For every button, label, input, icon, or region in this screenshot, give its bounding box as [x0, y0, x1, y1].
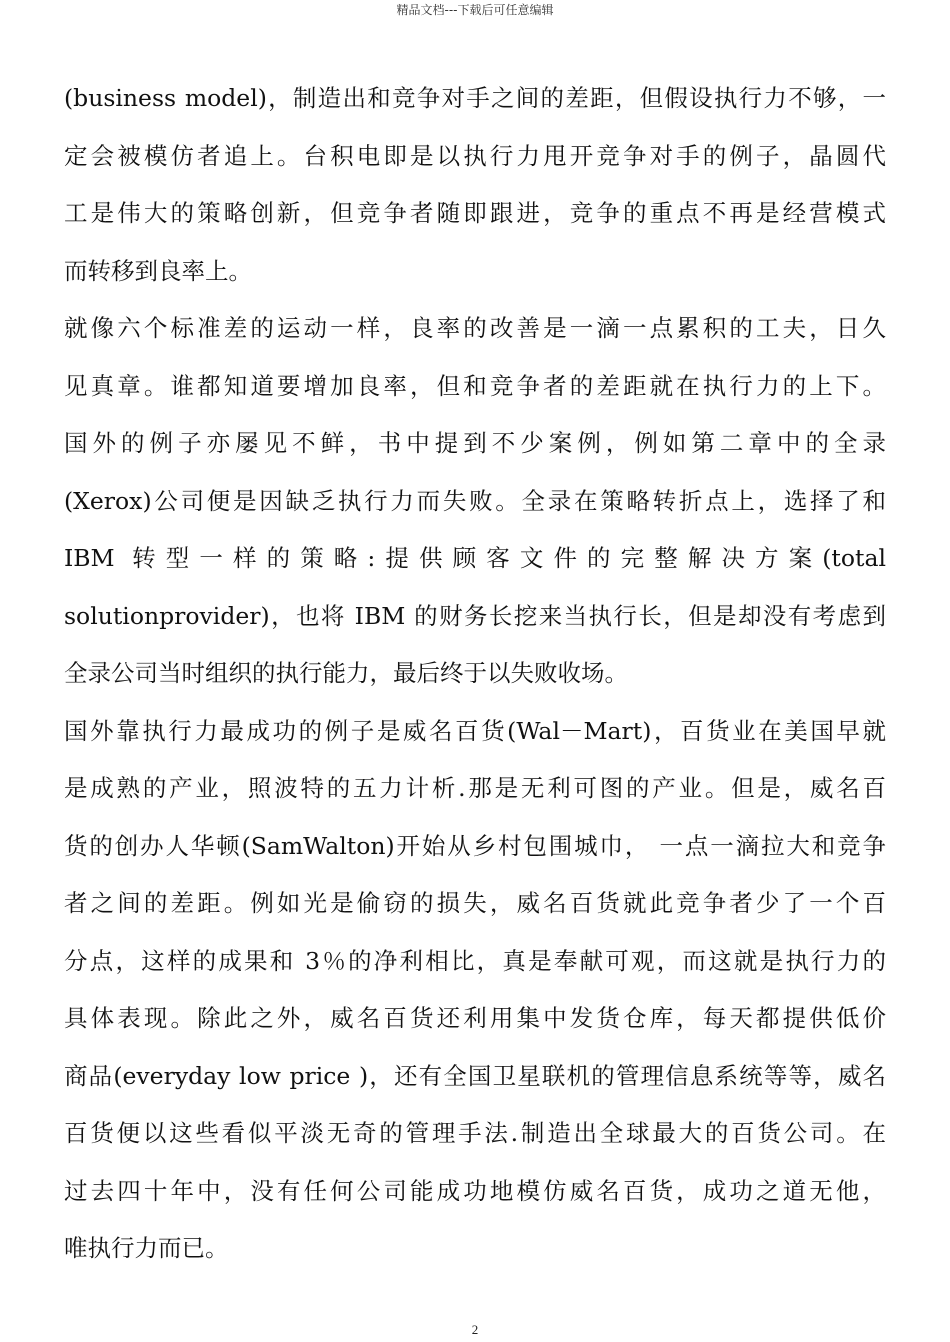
paragraph-3-line-4: 者之间的差距。例如光是偷窃的损失，威名百货就此竞争者少了一个百 [64, 889, 886, 917]
paragraph-3-line-8: 百货便以这些看似平淡无奇的管理手法.制造出全球最大的百货公司。在 [64, 1119, 886, 1147]
paragraph-3-line-7: 商品(everyday low price )，还有全国卫星联机的管理信息系统等等，威名 [64, 1061, 886, 1090]
paragraph-3-line-3: 货的创办人华顿(SamWalton)开始从乡村包围城巾， 一点一滴拉大和竞争 [64, 831, 886, 860]
page-number: 2 [471, 1322, 479, 1337]
page-header: 精品文档---下载后可任意编辑 [396, 3, 554, 17]
paragraph-3-line-10: 唯执行力而已。 [64, 1234, 229, 1262]
paragraph-3-line-9: 过去四十年中，没有任何公司能成功地模仿威名百货，成功之道无他， [64, 1176, 886, 1205]
paragraph-1-line-3: 工是伟大的策略创新，但竞争者随即跟进，竞争的重点不再是经营模式 [64, 199, 886, 227]
document-body [64, 70, 886, 1278]
paragraph-1-line-4: 而转移到良率上。 [64, 256, 252, 285]
paragraph-3-line-5: 分点，这样的成果和 3％的净利相比，真是奉献可观，而这就是执行力的 [64, 946, 886, 975]
paragraph-2-line-5: IBM 转型一样的策略:提供顾客文件的完整解决方案(total [64, 544, 886, 572]
paragraph-2-line-2: 见真章。谁都知道要增加良率，但和竞争者的差距就在执行力的上下。 [64, 371, 886, 400]
paragraph-1-line-1: (business model)，制造出和竞争对手之间的差距，但假设执行力不够，一 [64, 84, 886, 112]
paragraph-3-line-6: 具体表现。除此之外，威名百货还利用集中发货仓库，每天都提供低价 [64, 1004, 886, 1032]
paragraph-3-line-2: 是成熟的产业，照波特的五力计析.那是无利可图的产业。但是，威名百 [64, 774, 886, 802]
paragraph-2-line-4: (Xerox)公司便是因缺乏执行力而失败。全录在策略转折点上，选择了和 [64, 486, 886, 515]
paragraph-2-line-3: 国外的例子亦屡见不鲜，书中提到不少案例，例如第二章中的全录 [64, 429, 886, 457]
paragraph-1-line-2: 定会被模仿者追上。台积电即是以执行力甩开竞争对手的例子，晶圆代 [64, 141, 886, 170]
paragraph-3-line-1: 国外靠执行力最成功的例子是威名百货(Wal－Mart)，百货业在美国早就 [64, 716, 886, 745]
paragraph-2-line-6: solutionprovider)，也将 IBM 的财务长挖来当执行长，但是却没有考虑到 [64, 601, 886, 630]
paragraph-2-line-1: 就像六个标准差的运动一样，良率的改善是一滴一点累积的工夫，日久 [64, 314, 886, 342]
paragraph-2-line-7: 全录公司当时组织的执行能力，最后终于以失败收场。 [64, 659, 628, 687]
